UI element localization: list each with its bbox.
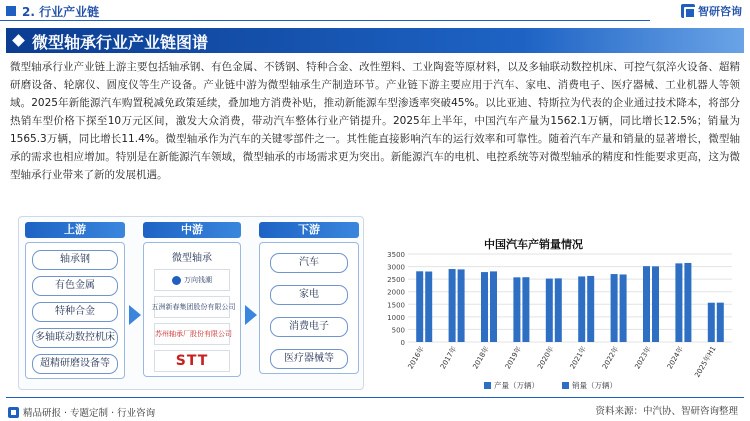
y-tick-label: 0: [400, 339, 405, 347]
upstream-item: 有色金属: [32, 276, 118, 296]
legend-swatch: [562, 382, 569, 389]
bar-sales: [717, 303, 724, 342]
downstream-item: 家电: [270, 285, 348, 305]
x-tick-label: 2016年: [406, 345, 426, 371]
bar-production: [513, 277, 520, 342]
flow-arrow-icon: [129, 305, 141, 325]
footer-tagline-text: 精品研报 · 专题定制 · 行业咨询: [23, 408, 156, 419]
x-tick-label: 2018年: [471, 345, 491, 371]
x-tick-label: 2024年: [665, 345, 686, 371]
bar-production: [675, 263, 682, 342]
downstream-item: 医疗器械等: [270, 349, 348, 369]
upstream-list: [25, 242, 125, 379]
company-logo-text: 苏州轴承厂股份有限公司: [155, 330, 232, 338]
y-tick-label: 1000: [387, 313, 405, 322]
bar-sales: [458, 269, 465, 342]
bar-sales: [522, 277, 529, 342]
production-sales-chart: [380, 250, 738, 394]
y-tick-label: 3000: [387, 263, 405, 272]
company-logo-text: 五洲新春集团股份有限公司: [151, 303, 236, 311]
bar-sales: [490, 271, 497, 342]
upstream-column: [25, 222, 125, 379]
downstream-item: 消费电子: [270, 317, 348, 337]
bar-production: [416, 271, 423, 342]
company-logo-text: STT: [175, 353, 209, 369]
upstream-item: 多轴联动数控机床: [32, 328, 118, 348]
upstream-header: 上游: [25, 222, 125, 238]
bar-sales: [620, 274, 627, 342]
bar-production: [708, 303, 715, 342]
x-tick-label: 2021年: [568, 345, 588, 371]
upstream-item: 特种合金: [32, 302, 118, 322]
legend-label: 销量（万辆）: [572, 381, 617, 390]
y-tick-label: 500: [391, 326, 405, 335]
brand-logo: [681, 3, 742, 19]
footer-divider: [6, 397, 744, 398]
bar-sales: [652, 266, 659, 342]
x-tick-label: 2020年: [536, 345, 556, 371]
company-logo: [154, 269, 230, 291]
midstream-column: [143, 222, 241, 377]
company-logo: [151, 296, 236, 318]
company-logo: [154, 350, 230, 372]
downstream-list: [259, 242, 359, 374]
company-logo: [154, 323, 230, 345]
intro-paragraph: 微型轴承行业产业链上游主要包括轴承钢、有色金属、不锈钢、特种合金、改性塑料、工业陶瓷等原材料，以及多轴联动数控机床、可控气氛淬火设备、超精研磨设备、轮廓仪、圆度仪等生产设备。产业链中游为微型轴承生产制造环节。产业链下游主要应用于汽车、家电、消费电子、医疗器械、工业机器人等领域。2025年新能源汽车购置税减免政策延续，叠加地方消费补贴，推动新能源车型渗透率突破45%。以比亚迪、特斯拉为代表的企业通过技术降本，将部分热销车型价格下探至10万元区间，激发大众消费，带动汽车整体行业产销提升。2025年上半年，中国汽车产量为1562.1万辆，同比增长12.5%；销量为1565.3万辆，同比增长11.4%。微型轴承作为汽车的关键零部件之一。其性能直接影响汽车的运行效率和可靠性。随着汽车产量和销量的显著增长，微型轴承的需求也相应增加。特别是在新能源汽车领域，微型轴承的市场需求更为突出。新能源汽车的电机、电控系统等对微型轴承的精度和性能要求更高，这为微型轴承行业带来了新的发展机遇。: [10, 61, 740, 181]
y-tick-label: 3500: [387, 251, 405, 259]
bar-production: [546, 279, 553, 342]
section-header: [0, 0, 750, 22]
x-tick-label: 2022年: [600, 345, 621, 371]
banner-diamond-icon: [12, 34, 25, 47]
brand-logo-icon: [681, 4, 695, 18]
industry-chain-diagram: [18, 216, 364, 390]
midstream-list: [143, 242, 241, 377]
midstream-header: 中游: [143, 222, 241, 238]
bar-production: [643, 266, 650, 342]
bar-sales: [587, 276, 594, 342]
y-tick-label: 1500: [387, 301, 405, 310]
upstream-item: 轴承钢: [32, 250, 118, 270]
company-logo-icon: [172, 276, 181, 285]
company-logo-text: 万向钱潮: [184, 276, 212, 284]
downstream-column: [259, 222, 359, 374]
chart-title: 中国汽车产销量情况: [484, 238, 583, 251]
bar-sales: [684, 263, 691, 342]
page-banner: [6, 28, 744, 53]
section-divider: [0, 20, 650, 21]
flow-arrow-icon: [245, 305, 257, 325]
bar-production: [481, 272, 488, 342]
x-tick-label: 2025年H1: [693, 345, 718, 379]
data-source: 资料来源：中汽协、智研咨询整理: [595, 406, 738, 417]
legend-label: 产量（万辆）: [494, 381, 539, 390]
y-tick-label: 2500: [387, 276, 405, 285]
footer-tagline: [8, 405, 155, 419]
downstream-item: 汽车: [270, 253, 348, 273]
downstream-header: 下游: [259, 222, 359, 238]
bar-sales: [555, 278, 562, 342]
midstream-label: 微型轴承: [172, 253, 212, 264]
section-marker: [6, 6, 16, 16]
upstream-item: 超精研磨设备等: [32, 354, 118, 374]
page-title: 微型轴承行业产业链图谱: [32, 33, 209, 52]
x-tick-label: 2017年: [438, 345, 459, 371]
bar-sales: [425, 272, 432, 342]
legend-swatch: [484, 382, 491, 389]
x-tick-label: 2019年: [503, 345, 524, 371]
brand-logo-text: 智研咨询: [698, 5, 742, 18]
y-tick-label: 2000: [387, 288, 405, 297]
x-tick-label: 2023年: [633, 345, 653, 371]
footer-logo-icon: [8, 407, 19, 418]
bar-production: [611, 274, 618, 342]
section-title: 2. 行业产业链: [22, 5, 100, 19]
bar-production: [449, 269, 456, 342]
bar-production: [578, 276, 585, 342]
